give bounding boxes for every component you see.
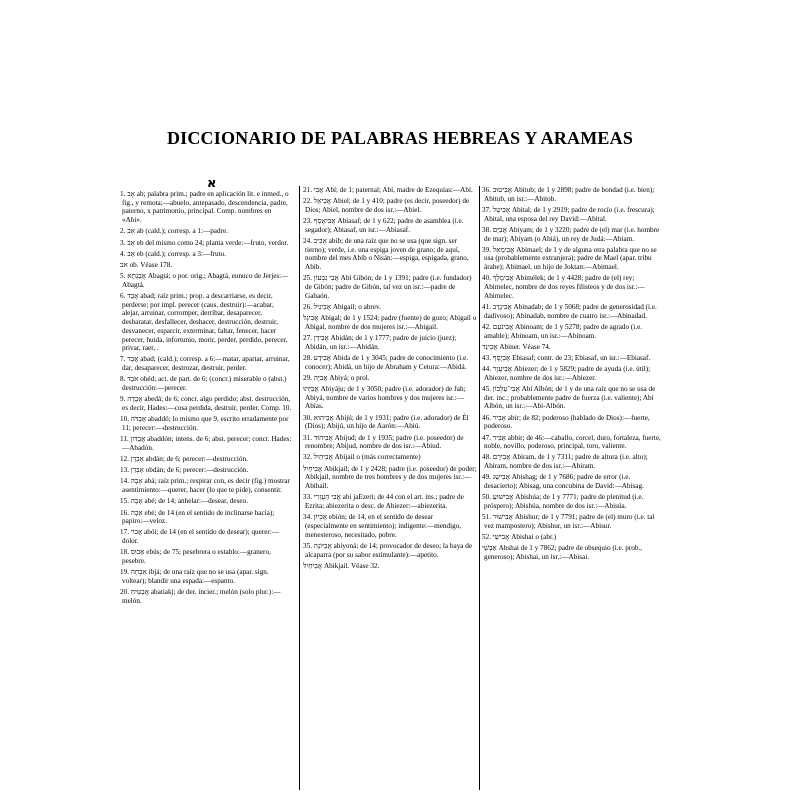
dictionary-entry-text: 35. אֲבִיּוֹנָה abiyoná; de 14; provocador de deseo; la baya de alcaparra (por su sabor estimulante):—apetito. [303,541,474,559]
dictionary-entry-text: 16. אֵבֶה ebé; de 14 (en el sentido de inclinarse hacia); papiro:—veloz. [120,508,277,526]
dictionary-entry-text: 48. אֲבִירָם Abiram, de 1 y 7311; padre de altura (i.e. alto); Abiram, nombre de dos isr.:—Abiram. [482,453,650,471]
dictionary-entry [484,354,662,363]
dictionary-entry [305,197,477,214]
dictionary-entry-text: 34. אֶבְיוֹן ebión; de 14, en el sentido de desear (especialmente en sentimiento); indigente:—mendigo, menesteroso, necesitado, pobre. [303,513,463,539]
dictionary-entry-text: 15. אָבֶה abé; de 14; anhelar:—desear, deseo. [120,497,248,506]
dictionary-entry-text: 46. אָבִיר abir; de 82; poderoso (hablado de Dios):—fuerte, poderoso. [482,413,652,431]
dictionary-entry [484,414,662,431]
dictionary-entry-text: 23. אֲבִיאָסָף Abiasaf; de 1 y 622; padre de asamblea (i.e. segador); Abiasaf, un isr.:—Abiasaf. [303,217,466,234]
dictionary-entry-text: אֲבִינֵר Abiner. Véase 74. [482,342,551,351]
dictionary-column-3 [484,186,662,564]
dictionary-entry-text: 28. אֲבִידָע Abida de 1 y 3045; padre de conocimiento (i.e. conocer); Abidá, un hijo de Abraham y Cetura:—Abidá. [303,353,470,371]
dictionary-entry [484,365,662,382]
dictionary-entry-text: 49. אֲבִישַׁג Abishag; de 1 y 7686; padre de error (i.e. desacierto); Abisag, una concubina de David:—Abisag. [482,473,644,491]
dictionary-entry [305,237,477,272]
dictionary-entry-text: אֲבִיָּהוּ Abiyáju; de 1 y 3050; padre (i.e. adorador) de Jah; Abiyá, nombre de varios hombres y dos mujeres isr.:—Abías. [303,385,467,411]
dictionary-entry [484,274,662,300]
dictionary-entry-text: 40. אֲבִימֶלֶךְ Abimélek; de 1 y 4428; padre de (el) rey; Abimelec, nombre de dos reyes filisteos y de dos isr.:—Abimelec. [482,274,645,300]
dictionary-entry-text: 39. אֲבִימָאֵל Abimael; de 1 y de alguna otra palabra que no se usa (probablemente extranjera); padre de Mael (apar. tribu árabe); Abimael, un hijo de Joktan:—Abimael. [482,245,659,272]
dictionary-entry [305,374,477,383]
dictionary-entry-text: 25. אֲבִי גִבְעוֹן Abí Gibón; de 1 y 1391; padre (i.e. fundador) de Gibón; padre de Gibón, tal vez un isr.:—padre de Gabaón. [303,274,474,300]
dictionary-entry [484,434,662,451]
dictionary-entry [122,588,292,605]
dictionary-entry [484,226,662,243]
dictionary-entry-text: 18. אֵבוּס ebús; de 75; pesebrera o establo:—granero, pesebre. [120,548,273,566]
dictionary-entry [122,548,292,565]
dictionary-entry [305,334,477,351]
dictionary-entry [122,375,292,392]
dictionary-entry-text: 45. אֲבִי־עַלְבוֹן Abí Albón; de 1 y de una raíz que no se usa de der. inc.; probablemente padre de fuerza (i.e. valiente); Abí Albón, un isr.:—Abi-Albón. [482,385,658,411]
dictionary-entry [122,435,292,452]
dictionary-entry-text: 3. אֵב eb del mismo como 24; planta verde:—fruto, verdor. [120,238,289,247]
dictionary-entry [305,303,477,312]
dictionary-entry-text: 52. אֲבִישַׁי Abishai o (abr.) [482,533,557,542]
dictionary-entry-text: 11. אֲבַדּוֹן abaddón; intens. de 6; abst. perecer; concr. Hades:—Abadón. [120,435,292,452]
dictionary-entry-text: 20. אֲבַטִּיחַ abatiakj; de der. incier.; melón (solo plur.):—melón. [120,588,281,605]
dictionary-entry-text: 5. אֲבַגְתָא Abagtá; o por. orig.; Abagtá, eunuco de Jerjes:—Abagtá. [120,272,289,289]
dictionary-entry [484,303,662,320]
dictionary-entry [484,323,662,340]
dictionary-entry-text: 19. אִבְחָה ibjá; de una raíz que no se usa (apar. sign. voltear); blandir una espada:—espanto. [120,568,271,585]
dictionary-entry-text: 29. אֲבִיָּה Abiyá; o prol. [303,373,370,382]
dictionary-entry-text: 36. אֲבִיטוּב Abitub; de 1 y 2898; padre de bondad (i.e. bien); Abitub, un isr.:—Abitob. [482,186,656,203]
dictionary-entry [305,217,477,234]
dictionary-column-2 [305,186,477,573]
dictionary-entry [122,455,292,464]
dictionary-entry-text: אֲבִיחַיִל Abikjail. Véase 32. [303,561,380,570]
dictionary-entry-text: אֲבִיחַיִל Abikjail; de 1 y 2428; padre (i.e. poseedor) de poder; Abikjail, nombre de tres hombres y de dos mujeres isr.:—Abihail. [303,464,479,491]
column-divider [299,186,300,790]
dictionary-entry [122,272,292,289]
dictionary-entry [122,477,292,494]
dictionary-entry-text: 9. אֲבֵדָה abedá; de 6; concr. algo perdido; abst. destrucción, es decir, Hades:—cosa perdida, destruir, perder. Comp. 10. [120,395,292,412]
dictionary-entry [484,385,662,411]
dictionary-entry-text: 43. אֶבְיָסָף Ebiasaf; contr. de 23; Ebiasaf, un isr.:—Ebiasaf. [482,353,651,362]
dictionary-entry [305,465,477,491]
dictionary-entry [484,544,662,561]
dictionary-entry [305,354,477,371]
dictionary-entry-text: 10. אֲבַדֹּה abaddó; lo mismo que 9, escrito erradamente por 11; perecer:—destrucción. [120,415,291,432]
dictionary-entry [305,562,477,571]
dictionary-entry-text: 27. אֲבִידָן Abidán; de 1 y 1777; padre de juicio (juez); Abidán, un isr.:—Abidán. [303,334,458,351]
dictionary-entry [484,493,662,510]
dictionary-entry [305,414,477,431]
dictionary-entry [122,497,292,506]
dictionary-entry [305,186,477,195]
dictionary-entry-text: 26. אֲבִיגַיִל Abigail; o abrev. [303,302,381,311]
dictionary-entry [484,206,662,223]
dictionary-entry-text: 13. אָבְדַן obdán; de 6; perecer:—destrucción. [120,466,249,475]
dictionary-entry [122,395,292,412]
dictionary-entry-text: 44. אֲבִיעֶזֶר Abiezer; de 1 y 5829; padre de ayuda (i.e. útil); Abiezer, nombre de dos isr.:—Abiezer. [482,365,652,382]
dictionary-entry-text: 37. אֲבִיטַל Abital; de 1 y 2919; padre de rocío (i.e. frescura); Abital, una esposa del rey David:—Abital. [482,205,657,223]
dictionary-entry-text: 12. אַבְדָן abdán; de 6; perecer:—destrucción. [120,454,248,463]
dictionary-entry-text: 8. אֹבֵד obéd; act. de part. de 6; (concr.) miserable o (abst.) destrucción:—perecer. [120,375,289,393]
dictionary-entry [122,528,292,545]
dictionary-entry [122,355,292,372]
dictionary-entry-text: 4. אֵב eb (cald.); corresp. a 3:—fruto. [120,249,226,258]
dictionary-entry [122,466,292,475]
dictionary-entry [305,434,477,451]
page-title: DICCIONARIO DE PALABRAS HEBREAS Y ARAMEAS [166,128,634,148]
dictionary-entry [484,533,662,542]
dictionary-entry-text: 51. אֲבִישׁוּר Abishur; de 1 y 7791; padre de (el) muro (i.e. tal vez mampostero); Abishur, un isr.:—Abisur. [482,513,657,530]
dictionary-entry [484,473,662,490]
dictionary-entry [484,343,662,352]
dictionary-entry-text: 22. אֲבִיאֵל Abiel; de 1 y 410; padre (es decir, poseedor) de Dios; Abiel, nombre de dos isr.:—Abiel. [303,197,471,214]
dictionary-entry-text: 7. אֲבַד abad; (cald.); corresp. a 6:—matar, apartar, arruinar, dar, desaparecer, destrozar, destruir, perder. [120,355,292,373]
dictionary-entry [305,453,477,462]
dictionary-entry-text: 21. אֲבִי Abí; de 1; paternal; Abí, madre de Ezequías:—Abí. [303,186,473,194]
dictionary-entry [305,274,477,300]
dictionary-entry [122,190,292,225]
dictionary-entry [122,415,292,432]
dictionary-entry [122,292,292,353]
dictionary-entry [305,385,477,411]
dictionary-entry [122,250,292,259]
dictionary-entry [484,246,662,272]
dictionary-entry-text: 33. אֲבִי הָעֶזְרִי abi jaEzeri; de 44 con el art. ins.; padre de Ezrita; abiezerita o desc. de Abiezer:—abiezerita. [303,493,466,510]
dictionary-entry-text: 50. אֲבִישׁוּעַ Abishúa; de 1 y 7771; padre de plenitud (i.e. próspero); Abishúa, nombre de dos isr.:—Abisúa. [482,493,646,510]
dictionary-entry-text: 17. אֲבוֹי abói; de 14 (en el sentido de desear); querer:—dolor. [120,528,280,546]
dictionary-entry-text: 30. אֲבִיהוּא Abijú; de 1 y 1931; padre (i.e. adorador) de Él (Dios); Abijú, un hijo de Aarón:—Abiú. [303,413,471,431]
dictionary-entry [484,453,662,470]
dictionary-entry [305,542,477,559]
dictionary-entry-text: 38. אֲבִיָּם Abiyam; de 1 y 3220; padre de (el) mar (i.e. hombre de mar); Abiyam (o Abiá), un rey de Judá:—Abiam. [482,225,662,243]
dictionary-entry [122,239,292,248]
dictionary-entry [305,493,477,510]
dictionary-entry [122,261,292,270]
dictionary-entry [122,568,292,585]
dictionary-entry-text: אֹב ob. Véase 178. [120,260,173,269]
dictionary-entry-text: 14. אָבָה abá; raíz prim.; respirar con, es decir (fig.) mostrar asentimiento:—querer, hacer (lo que te pide), consentir. [120,477,292,495]
dictionary-entry-text: 42. אֲבִינֹעַם Abinoam; de 1 y 5278; padre de agrado (i.e. amable); Abinoam, un isr.:—Abinoam. [482,322,644,340]
dictionary-entry-text: 2. אַב ab (cald.); corresp. a 1:—padre. [120,227,228,236]
dictionary-column-1 [122,190,292,608]
dictionary-entry [122,227,292,236]
dictionary-entry-text: 41. אֲבִינָדָב Abinadab; de 1 y 5068; padre de generosidad (i.e. dadivoso); Abinadab, nombre de cuatro isr.:—Abinadad. [482,302,659,320]
dictionary-entry-text: 6. אָבַד abad; raíz prim.; prop. a descarriarse, es decir, perderse; por impl. perecer (caus. destruir):—acabar, alejar, arruinar, corromper, derribar, desaparecer, desbaratar, desfallecer, deshacer, destrucción, destruir, desvanecer, esparcir, exterminar, faltar, fenecer, hacer perecer, huida, infortunio, morir, perder, perdido, perecer, privar, raer, . [120,292,290,353]
dictionary-entry [305,513,477,539]
column-divider [479,186,480,790]
dictionary-entry-text: אֲבִיגַל Abigal; de 1 y 1524; padre (fuente) de gozo; Abigail o Abigal, nombre de dos mujeres isr.:—Abigail. [303,314,478,331]
dictionary-entry-text: 47. אַבִּיר abbir; de 46:—caballo, corcel, duro, fortaleza, fuerte, noble, novillo, poderoso, principal, toro, valiente. [482,433,663,451]
dictionary-entry-text: 31. אֲבִיהוּד Abijud; de 1 y 1935; padre (i.e. poseedor) de renombre; Abijud, nombre de dos isr.:—Abiud. [303,433,466,451]
dictionary-entry [305,314,477,331]
section-letter: א [207,176,217,191]
dictionary-entry [484,513,662,530]
dictionary-entry-text: 32. אֲבִיהַיִל Abijail o (más correctamente) [303,453,421,462]
dictionary-entry [122,509,292,526]
dictionary-entry-text: אַבְשַׁי Abshai de 1 y 7862; padre de obsequio (i.e. prob., generoso); Abishai, un isr.:—Abisai. [482,544,644,562]
dictionary-entry-text: 24. אָבִיב abib; de una raíz que no se usa (que sign. ser tierno); verde, i.e. una espiga joven de grano; de aquí, nombre del mes Abib o Nisán:—espiga, espigada, grano, Abib. [303,237,471,272]
dictionary-entry-text: 1. אָב ab; palabra prim.; padre en aplicación lit. e inmed., o fig., y remota;—abuelo, antepasado, descendencia, padre, paterno, x patrimonio, principal. Comp. nombres en «Abi». [120,190,291,225]
dictionary-entry [484,186,662,203]
